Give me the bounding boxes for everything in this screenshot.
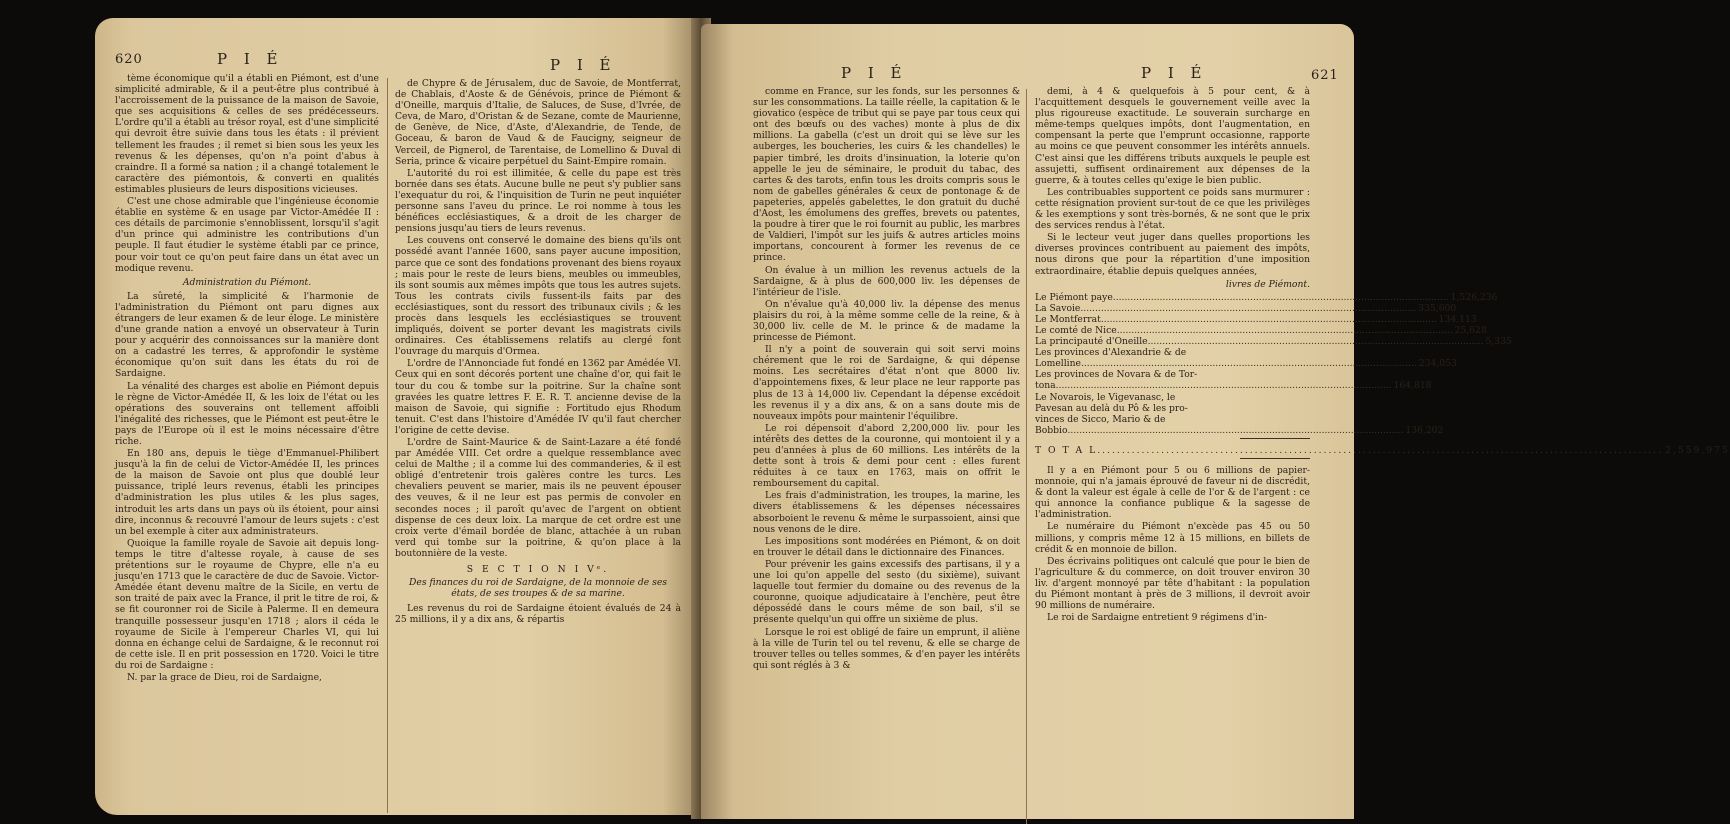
right-column-2-outro xyxy=(1035,465,1310,623)
table-row xyxy=(1035,302,1457,314)
paragraph: L'ordre de Saint-Maurice & de Saint-Lazare a été fondé par Amédée VIII. Cet ordre a quelque ressemblance avec celui de Malthe ; il a comme lui des commanderies, & il est obligé d'entretenir trois galères contre les turcs. Les chevaliers peuvent se marier, mais ils ne peuvent épouser des veuves, & il ne leur est pas permis de convoler en secondes noces ; il paroît qu'avec de l'argent on obtient dispense de ces deux loix. La marque de cet ordre est une croix verte d'émail bordée de blanc, attachée à un ruban verd qui tombe sur la poitrine, & qu'on place à la boutonnière de la veste. xyxy=(395,437,681,559)
right-running-title-2: P I É xyxy=(1141,64,1208,82)
left-running-title: P I É xyxy=(217,50,284,68)
column-divider xyxy=(387,78,388,813)
paragraph: Administration du Piémont. xyxy=(182,276,312,288)
right-column-2-intro xyxy=(1035,86,1310,277)
table-row xyxy=(1035,291,1498,303)
total-value: 2,559,975 xyxy=(1665,444,1730,456)
table-row xyxy=(1035,369,1310,380)
paragraph: On évalue à un million les revenus actuels de la Sardaigne, & à plus de 600,000 liv. les dépenses de l'intérieur de l'isle. xyxy=(753,264,1020,298)
left-column-1 xyxy=(115,73,379,808)
left-column-2 xyxy=(395,78,681,808)
paragraph: Si le lecteur veut juger dans quelles proportions les diverses provinces contribuent au paiement des impôts, nous dirons que pour la répartition d'une imposition extraordinaire, établie depuis quelques années, xyxy=(1035,232,1310,277)
revenue-table xyxy=(1035,291,1512,436)
left-page-number: 620 xyxy=(115,52,143,67)
right-page-number: 621 xyxy=(1311,68,1339,83)
paragraph: On n'évalue qu'à 40,000 liv. la dépense des menus plaisirs du roi, à la même somme celle de la reine, & à 30,000 liv. celle de M. le prince & de madame la princesse de Piémont. xyxy=(753,298,1020,344)
paragraph: L'autorité du roi est illimitée, & celle du pape est très bornée dans ses états. Aucune bulle ne peut s'y publier sans l'exequatur du roi, & l'inquisition de Turin ne peut inquiéter personne sans l'aveu du prince. Le roi nomme à tous les bénéfices ecclésiastiques, & a droit de les charger de pensions jusqu'au tiers de leurs revenus. xyxy=(395,167,681,235)
row-label: La Savoie xyxy=(1035,302,1081,314)
leader-dots xyxy=(1068,425,1404,436)
row-label: Pavesan au delà du Pô & les pro- xyxy=(1035,402,1188,414)
row-label: Les provinces de Novara & de Tor- xyxy=(1035,369,1198,381)
table-row xyxy=(1035,380,1432,392)
row-label: Le Piémont paye xyxy=(1035,291,1113,303)
paragraph: comme en France, sur les fonds, sur les personnes & sur les consommations. La taille réelle, la capitation & le giovatico (espèce de tribut qui se paye par tous ceux qui ont des bœufs ou des vaches) monte à plus de dix millions. La gabella (c'est un droit qui se lève sur les auberges, les boucheries, les cuirs & les chandelles) le papier timbré, les droits d'insinuation, la loterie qu'on appelle le jeu de séminaire, le produit du tabac, des cartes & des tarots, enfin tous les droits compris sous le nom de gabelles générales & ceux de pontonage & de papeteries, appelés gabelettes, le don gratuit du duché d'Aost, les émolumens des greffes, brevets ou patentes, la poudre à tirer que le roi fournit au public, les marbres de Valdieri, l'impôt sur les juifs & autres articles moins importans, concourent à former les revenus de ce prince. xyxy=(753,86,1020,264)
row-value: 164,818 xyxy=(1393,380,1432,392)
paragraph: Les couvens ont conservé le domaine des biens qu'ils ont possédé avant l'année 1600, sans payer aucune imposition, parce que ce sont des fondations provenant des biens royaux ; mais pour le reste de leurs biens, meubles ou immeubles, ils sont soumis aux mêmes impôts que tous les autres sujets. Tous les contrats civils fussent-ils faits par des ecclésiastiques, sont du ressort des tribunaux civils ; & les procès dans lesquels les ecclésiastiques se trouvent impliqués, doivent se porter devant les magistrats civils ordinaires. Ces établissemens relatifs au clergé font l'ouvrage du marquis d'Ormea. xyxy=(395,235,681,358)
row-value: 134,113 xyxy=(1438,313,1477,325)
leader-dots xyxy=(1117,325,1453,336)
right-running-title: P I É xyxy=(841,64,908,82)
total-label: T O T A L xyxy=(1035,444,1098,456)
table-row xyxy=(1035,403,1310,414)
paragraph: Des écrivains politiques ont calculé que pour le bien de l'agriculture & du commerce, on doit trouver environ 30 liv. d'argent monnoyé par tête d'habitant : la population du Piémont montant à près de 3 millions, il devroit avoir 90 millions de numéraire. xyxy=(1035,555,1310,612)
left-page xyxy=(95,18,699,815)
paragraph: Pour prévenir les gains excessifs des partisans, il y a une loi qu'on appelle del sesto (du sixième), suivant laquelle tout fermier du domaine ou des revenus de la couronne, quoique adjudicataire à l'enchère, peut être dépossédé dans le cours même de son bail, s'il se présente quelqu'un qui offre un sixième de plus. xyxy=(753,558,1020,626)
row-value: 5,335 xyxy=(1485,336,1512,348)
table-row xyxy=(1035,414,1310,425)
leader-dots xyxy=(1101,314,1437,325)
revenue-table-total xyxy=(1035,444,1730,456)
row-label: La principauté d'Oneille xyxy=(1035,336,1148,348)
table-row xyxy=(1035,424,1444,436)
paragraph: Le numéraire du Piémont n'excède pas 45 ou 50 millions, y compris même 12 à 15 millions, en billets de crédit & en monnoie de billon. xyxy=(1035,521,1310,555)
table-row xyxy=(1035,347,1310,358)
table-row xyxy=(1035,358,1457,370)
paragraph: L'ordre de l'Annonciade fut fondé en 1362 par Amédée VI. Ceux qui en sont décorés portent une chaîne d'or, qui fait le tour du cou & tombe sur la poitrine. Sur la chaîne sont gravées les quatre lettres F. E. R. T. ancienne devise de la maison de Savoie, qui signifie : Fortitudo ejus Rhodum tenuit. C'est dans l'histoire d'Amédée IV qu'il faut chercher l'origine de cette devise. xyxy=(395,358,681,436)
paragraph: Les frais d'administration, les troupes, la marine, les divers établissemens & les dépenses nécessaires absorboient le revenu & même le surpassoient, ainsi que nous venons de le dire. xyxy=(753,490,1020,535)
row-value: 136,202 xyxy=(1405,424,1444,436)
table-row xyxy=(1035,313,1477,325)
table-row xyxy=(1035,336,1512,348)
paragraph: Quoique la famille royale de Savoie ait depuis long-temps le titre d'altesse royale, à cause de ses prétentions sur le royaume de Chypre, elle n'a eu jusqu'en 1713 que le caractère de duc de Savoie. Victor-Amédée étant devenu maître de la Sicile, en vertu de son traité de paix avec la France, il prit le titre de roi, & se fit couronner roi de Sicile à Palerme. Il en demeura tranquille possesseur jusqu'en 1718 ; alors il céda le royaume de Sicile à l'empereur Charles VI, qui lui donna en échange celui de Sardaigne, & le reconnut roi de cette isle. Il en prit possession en 1720. Voici le titre du roi de Sardaigne : xyxy=(115,537,379,671)
paragraph: Le roi de Sardaigne entretient 9 régimens d'in- xyxy=(1047,612,1268,624)
right-page xyxy=(701,24,1730,819)
table-row xyxy=(1035,324,1487,336)
right-column-1 xyxy=(753,86,1020,816)
leader-dots xyxy=(1056,380,1392,391)
paragraph: Il y a en Piémont pour 5 ou 6 millions de papier-monnoie, qui n'a jamais éprouvé de faveur ni de discrédit, & dont la valeur est égale à celle de l'or & de l'argent : ce qui annonce la confiance publique & la sagesse de l'administration. xyxy=(1035,465,1310,521)
row-label: vinces de Sicco, Mario & de xyxy=(1035,413,1166,425)
paragraph: Les contribuables supportent ce poids sans murmurer : cette résignation provient sur-tout de ce que les privilèges & les exemptions y sont très-bornés, & ne sont que le prix des services rendus à l'état. xyxy=(1035,186,1310,232)
paragraph: Il n'y a point de souverain qui soit servi moins chérement que le roi de Sardaigne, & qui dépense moins. Les secrétaires d'état n'ont que 8000 liv. d'appointemens fixes, & leur place ne leur rapporte pas plus de 13 à 14,000 liv. Cependant la dépense excédoit les revenus il y a dix ans, & on a sans doute mis de nouveaux impôts pour maintenir l'équilibre. xyxy=(753,344,1020,422)
total-rule xyxy=(1240,438,1310,439)
paragraph: Les revenus du roi de Sardaigne étoient évalués de 24 à 25 millions, il y a dix ans, & répartis xyxy=(395,603,681,626)
row-value: 335,600 xyxy=(1418,302,1457,314)
right-column-2 xyxy=(1035,86,1730,816)
row-value: 25,628 xyxy=(1454,324,1487,336)
leader-dots xyxy=(1148,336,1484,347)
paragraph: demi, à 4 & quelquefois à 5 pour cent, & à l'acquittement desquels le gouvernement veille avec la plus rigoureuse exactitude. Le souverain surcharge en même-temps quelques impôts, dont l'augmentation, en compensant la perte que l'emprunt occasionne, rapporte au moins ce que peuvent consommer les intérêts annuels. C'est ainsi que les différens tributs auxquels le peuple est assujetti, suffisent ordinairement aux dépenses de la guerre, & à toutes celles qu'exige le bien public. xyxy=(1035,86,1310,186)
paragraph: tème économique qu'il a établi en Piémont, est d'une simplicité admirable, & il a peut-être plus contribué à l'accroissement de la puissance de la maison de Savoie, que ses acquisitions & celles de ses prédécesseurs. L'ordre qu'il a établi au trésor royal, est d'une simplicité qui devroit être suivie dans tous les états : il prévient tellement les fraudes ; il remet si bien sous les yeux les revenus & les dépenses, qu'on n'a point d'abus à craindre. Il a formé sa nation ; il a changé totalement le caractère des piémontois, & converti en qualités estimables plusieurs de leurs dispositions vicieuses. xyxy=(115,73,379,195)
row-label: Les provinces d'Alexandrie & de xyxy=(1035,347,1187,359)
row-value: 1,526,236 xyxy=(1450,291,1498,303)
row-label: Le Montferrat xyxy=(1035,313,1101,325)
row-label: Bobbio xyxy=(1035,424,1068,436)
paragraph: La vénalité des charges est abolie en Piémont depuis le règne de Victor-Amédée II, & les loix de l'état ou les opérations des souverains ont tellement affoibli l'inégalité des richesses, que le Piémont est peut-être le pays de l'Europe où il est le moins nécessaire d'être riche. xyxy=(115,380,379,447)
leader-dots xyxy=(1113,292,1449,303)
row-label: Le comté de Nice xyxy=(1035,324,1117,336)
left-running-title-2: P I É xyxy=(550,56,617,74)
row-label: Le Novarois, le Vigevanasc, le xyxy=(1035,391,1176,403)
paragraph: Les impositions sont modérées en Piémont, & on doit en trouver le détail dans le dictionnaire des Finances. xyxy=(753,535,1020,558)
paragraph: Des finances du roi de Sardaigne, de la monnoie de ses états, de ses troupes & de sa marine. xyxy=(409,577,667,600)
paragraph: Lorsque le roi est obligé de faire un emprunt, il aliène à la ville de Turin tel ou tel revenu, & elle se charge de trouver telles ou telles sommes, & d'en payer les intérêts qui sont réglés à 3 & xyxy=(753,626,1020,671)
total-rule-bottom xyxy=(1240,458,1310,459)
paragraph: S E C T I O N I Vᵉ. xyxy=(466,564,610,576)
leader-dots xyxy=(1080,303,1416,314)
paragraph: de Chypre & de Jérusalem, duc de Savoie, de Montferrat, de Chablais, d'Aoste & de Génévois, prince de Piémont & d'Oneille, marquis d'Italie, de Saluces, de Suse, d'Ivrée, de Ceva, de Maro, d'Oristan & de Sezane, comte de Maurienne, de Genève, de Nice, d'Aste, d'Alexandrie, de Tende, de Goceau, & baron de Vaud & de Faucigny, seigneur de Verceil, de Pignerol, de Tarentaise, de Lomellino & Duval di Seria, prince & vicaire perpétuel du Saint-Empire romain. xyxy=(395,78,681,167)
leader-dots xyxy=(1081,358,1417,369)
row-value: 234,053 xyxy=(1418,358,1457,370)
paragraph: N. par la grace de Dieu, roi de Sardaigne, xyxy=(127,671,322,683)
total-leader-dots xyxy=(1097,445,1663,456)
row-label: Lomelline xyxy=(1035,358,1081,370)
paragraph: La sûreté, la simplicité & l'harmonie de l'administration du Piémont ont paru dignes aux étrangers de leur examen & de leur éloge. Le ministère d'une grande nation a envoyé un observateur à Turin pour y acquérir des connoissances sur la manière dont on a cadastré les terres, & approfondir le système économique qu'on suit dans les états du roi de Sardaigne. xyxy=(115,290,379,380)
revenue-table-unit: livres de Piémont. xyxy=(1225,278,1310,290)
column-divider-right xyxy=(1026,89,1027,824)
paragraph: Le roi dépensoit d'abord 2,200,000 liv. pour les intérêts des dettes de la couronne, qui montoient il y a peu d'années à plus de 60 millions. Les intérêts de la dette sont à trois & demi pour cent : elles furent réduites à ce taux en 1763, mais on offrit le remboursement du capital. xyxy=(753,422,1020,490)
row-label: tona xyxy=(1035,380,1056,392)
paragraph: En 180 ans, depuis le tiège d'Emmanuel-Philibert jusqu'à la fin de celui de Victor-Amédée II, les princes de la maison de Savoie ont plus que doublé leur puissance, triplé leurs revenus, établi les principes d'administration les plus utiles & les plus sages, introduit les arts dans un pays où ils étoient, pour ainsi dire, inconnus & recouvré l'amour de leurs sujets : c'est un bel exemple à citer aux administrateurs. xyxy=(115,448,379,537)
paragraph: C'est une chose admirable que l'ingénieuse économie établie en système & en usage par Victor-Amédée II : ces détails de parcimonie s'ennoblissent, lorsqu'il s'agit d'un prince qui administre les contributions d'un peuple. Il faut étudier le système établi par ce prince, pour voir tout ce qu'on peut faire dans un état avec un modique revenu. xyxy=(115,196,379,274)
table-row xyxy=(1035,392,1310,403)
